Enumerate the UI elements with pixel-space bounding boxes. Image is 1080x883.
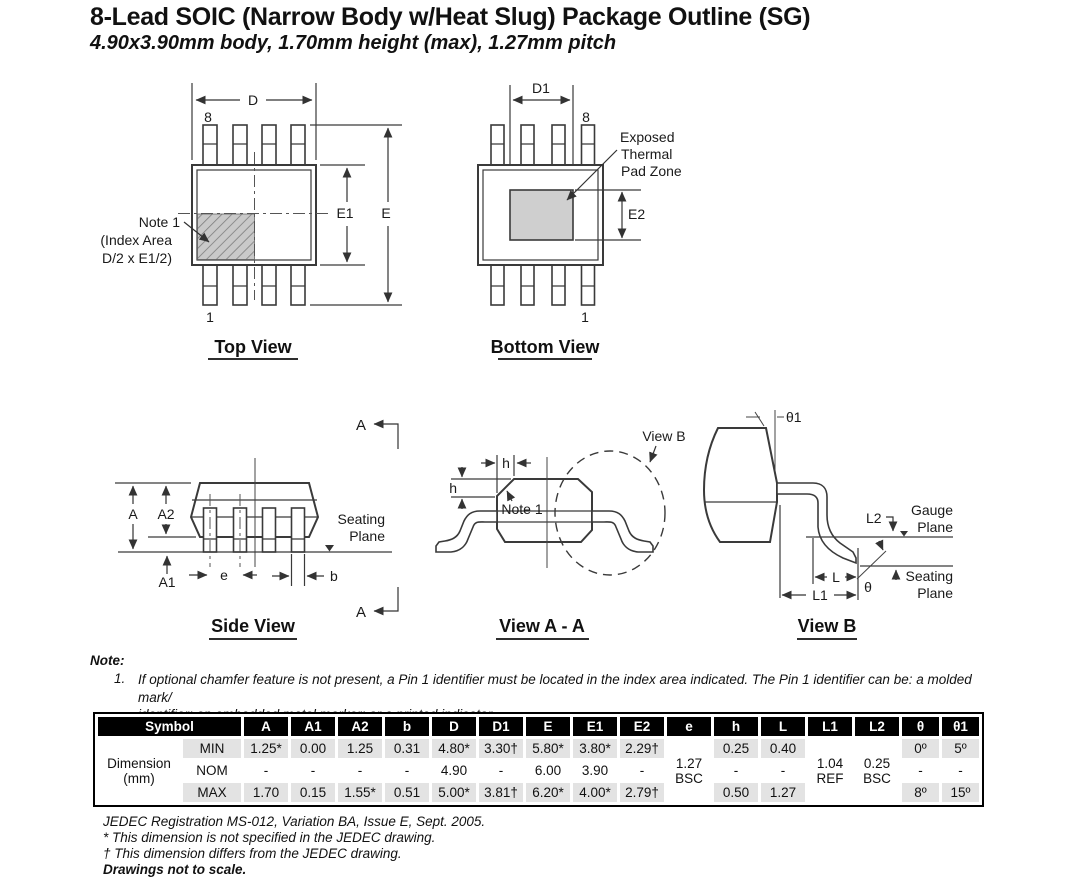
table-cell: 1.55* — [338, 783, 382, 802]
table-cell: 0.25 — [714, 739, 758, 758]
svg-text:View B: View B — [642, 428, 686, 444]
page-title: 8-Lead SOIC (Narrow Body w/Heat Slug) Package Outline (SG) — [90, 3, 811, 31]
table-cell: 4.90 — [432, 761, 476, 780]
table-row-min — [98, 739, 979, 758]
footnote-dagger: † This dimension differs from the JEDEC drawing. — [103, 846, 402, 861]
table-cell: - — [761, 761, 805, 780]
pin — [491, 265, 504, 305]
svg-text:Thermal: Thermal — [621, 146, 673, 162]
pin — [233, 125, 247, 165]
dim-label-E: E — [381, 205, 391, 221]
svg-text:Note 1: Note 1 — [501, 501, 543, 517]
view-aa-drawing — [436, 428, 686, 639]
pin — [491, 125, 504, 165]
table-cell: 0.25 BSC — [855, 739, 899, 802]
dim-label-D1: D1 — [532, 80, 550, 96]
dim-label-A1: A1 — [158, 574, 176, 590]
column-header: h — [714, 717, 758, 736]
dim-label-h: h — [502, 455, 510, 471]
dim-label-A2: A2 — [157, 506, 175, 522]
seating-plane-label: Seating — [337, 511, 385, 527]
row-group-label: Dimension (mm) — [98, 739, 180, 802]
package-body-edge — [704, 428, 777, 542]
table-cell: 0.40 — [761, 739, 805, 758]
row-label: MIN — [183, 739, 241, 758]
pin — [582, 265, 595, 305]
table-cell: - — [291, 761, 335, 780]
seating-plane-label: Seating — [905, 568, 953, 584]
table-cell: 3.90 — [573, 761, 617, 780]
pin — [292, 508, 305, 552]
bottom-view-title: Bottom View — [490, 337, 600, 357]
table-cell: 2.79† — [620, 783, 664, 802]
dim-E — [310, 125, 402, 305]
table-cell: 0º — [902, 739, 939, 758]
dim-label-L1: L1 — [812, 587, 828, 603]
note-heading: Note: — [90, 653, 125, 668]
pin — [291, 265, 305, 305]
column-header: b — [385, 717, 429, 736]
table-cell: 0.31 — [385, 739, 429, 758]
column-header: L2 — [855, 717, 899, 736]
dim-label-L: L — [832, 569, 840, 585]
svg-text:A: A — [355, 417, 366, 434]
footnotes — [103, 814, 485, 878]
table-cell: 2.29† — [620, 739, 664, 758]
pin — [521, 265, 534, 305]
table-cell: - — [942, 761, 979, 780]
table-header-row — [98, 717, 979, 736]
dim-A — [115, 483, 191, 549]
gull-wing-lead — [777, 483, 856, 563]
pin1-number: 1 — [581, 309, 589, 325]
table-cell: - — [385, 761, 429, 780]
pin1-number: 1 — [206, 309, 214, 325]
table-cell: 3.81† — [479, 783, 523, 802]
svg-text:Exposed: Exposed — [620, 129, 675, 145]
column-header: E — [526, 717, 570, 736]
table-cell: 4.80* — [432, 739, 476, 758]
dim-label-theta: θ — [864, 579, 872, 595]
pin8-number: 8 — [204, 109, 212, 125]
dim-A2 — [148, 486, 196, 537]
table-cell: - — [620, 761, 664, 780]
pin — [203, 265, 217, 305]
table-cell: 5º — [942, 739, 979, 758]
dim-e — [189, 567, 257, 583]
table-cell: - — [902, 761, 939, 780]
row-label: NOM — [183, 761, 241, 780]
svg-text:D/2 x E1/2): D/2 x E1/2) — [101, 250, 172, 266]
section-mark-bottom — [356, 587, 398, 621]
table-cell: 1.70 — [244, 783, 288, 802]
dim-label-A: A — [128, 506, 138, 522]
pin8-number: 8 — [582, 109, 590, 125]
dim-label-E1: E1 — [336, 205, 354, 221]
column-header: e — [667, 717, 711, 736]
pin — [582, 125, 595, 165]
dim-E1 — [320, 165, 365, 265]
pin — [203, 125, 217, 165]
column-header: A — [244, 717, 288, 736]
section-mark-top — [356, 417, 398, 449]
column-header: A2 — [338, 717, 382, 736]
column-header: L1 — [808, 717, 852, 736]
view-b-drawing — [704, 409, 953, 639]
table-cell: - — [714, 761, 758, 780]
pin — [521, 125, 534, 165]
view-aa-title: View A - A — [499, 616, 585, 636]
dim-label-h: h — [449, 480, 457, 496]
dim-label-e: e — [220, 567, 228, 583]
pin — [233, 265, 247, 305]
table-cell: 0.15 — [291, 783, 335, 802]
footnote-jedec: JEDEC Registration MS-012, Variation BA, Issue E, Sept. 2005. — [103, 814, 486, 829]
top-view-title: Top View — [214, 337, 292, 357]
table-cell: 0.50 — [714, 783, 758, 802]
pin1-index-area — [198, 214, 255, 260]
table-cell: 3.80* — [573, 739, 617, 758]
side-view-title: Side View — [211, 616, 295, 636]
pin — [552, 265, 565, 305]
table-cell: 4.00* — [573, 783, 617, 802]
table-cell: 15º — [942, 783, 979, 802]
gull-wing-lead — [436, 511, 497, 552]
gauge-plane-label: Gauge — [910, 502, 953, 518]
column-header: D1 — [479, 717, 523, 736]
table-cell: - — [338, 761, 382, 780]
column-header: θ — [902, 717, 939, 736]
column-header: E1 — [573, 717, 617, 736]
table-cell: 6.00 — [526, 761, 570, 780]
exposed-thermal-pad — [510, 190, 573, 240]
footnote-asterisk: * This dimension is not specified in the JEDEC drawing. — [103, 830, 436, 845]
note-number: 1. — [114, 671, 126, 686]
table-cell: 0.51 — [385, 783, 429, 802]
column-header: L — [761, 717, 805, 736]
pin — [552, 125, 565, 165]
bottom-view-drawing — [478, 80, 682, 359]
view-b-title: View B — [797, 616, 857, 636]
dim-b — [272, 554, 338, 586]
table-cell: 6.20* — [526, 783, 570, 802]
table-cell: 5.80* — [526, 739, 570, 758]
table-cell: 8º — [902, 783, 939, 802]
table-cell: 1.25* — [244, 739, 288, 758]
column-header: A1 — [291, 717, 335, 736]
pin — [263, 508, 276, 552]
table-cell: - — [244, 761, 288, 780]
note-line: If optional chamfer feature is not present, a Pin 1 identifier must be located in the index area indicated. The Pin 1 identifier can be: a molded mark/ — [138, 672, 972, 705]
table-cell: 1.25 — [338, 739, 382, 758]
column-header: E2 — [620, 717, 664, 736]
column-header: D — [432, 717, 476, 736]
table-cell: - — [479, 761, 523, 780]
dim-label-E2: E2 — [628, 206, 646, 222]
svg-text:A: A — [355, 604, 366, 621]
table-cell: 0.00 — [291, 739, 335, 758]
top-view-drawing — [100, 83, 402, 359]
pin — [262, 125, 276, 165]
gull-wing-lead — [592, 511, 653, 552]
dim-label-b: b — [330, 568, 338, 584]
dim-label-D: D — [247, 92, 259, 108]
column-header: θ1 — [942, 717, 979, 736]
table-cell: 1.04 REF — [808, 739, 852, 802]
svg-text:Note 1: Note 1 — [138, 214, 180, 230]
page-subtitle: 4.90x3.90mm body, 1.70mm height (max), 1.27mm pitch — [90, 32, 617, 54]
dim-A1 — [158, 556, 175, 590]
gauge-plane-datum — [900, 531, 908, 537]
dim-label-L2: L2 — [866, 510, 882, 526]
column-header: Symbol — [98, 717, 241, 736]
seating-plane-label: Plane — [917, 585, 953, 601]
svg-text:Pad Zone: Pad Zone — [621, 163, 682, 179]
table-cell: 3.30† — [479, 739, 523, 758]
seating-plane-datum — [325, 545, 334, 552]
pin — [262, 265, 276, 305]
dim-label-theta1: θ1 — [786, 409, 802, 425]
svg-text:(Index Area: (Index Area — [100, 232, 172, 248]
view-b-callout — [642, 428, 685, 462]
dimension-table — [93, 712, 984, 807]
gauge-plane-label: Plane — [917, 519, 953, 535]
seating-plane-label: Plane — [349, 528, 385, 544]
table-cell: 1.27 BSC — [667, 739, 711, 802]
table-cell: 1.27 — [761, 783, 805, 802]
pin — [291, 125, 305, 165]
dim-theta — [857, 541, 896, 595]
side-view-drawing — [115, 417, 398, 639]
table-cell: 5.00* — [432, 783, 476, 802]
dim-L2 — [866, 510, 908, 537]
footnote-scale: Drawings not to scale. — [103, 862, 247, 877]
row-label: MAX — [183, 783, 241, 802]
